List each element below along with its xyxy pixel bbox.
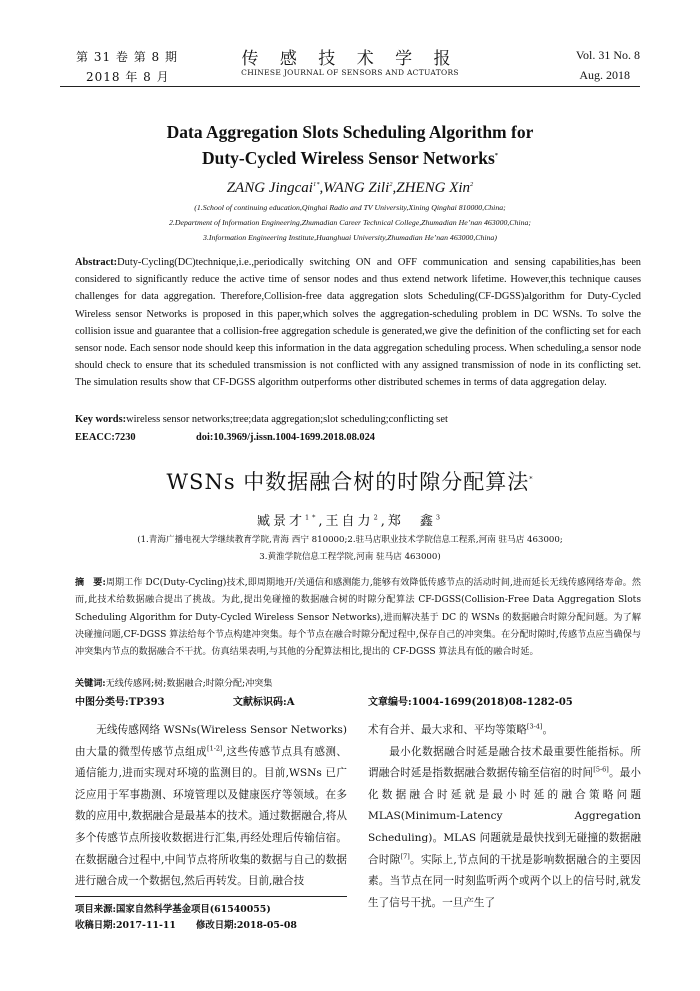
- english-title-line2: [0, 145, 700, 171]
- english-abstract: [75, 254, 641, 392]
- chinese-affiliations: [0, 532, 700, 566]
- author-3: ZHENG Xin: [396, 180, 471, 196]
- document-code: 文献标识码:A: [233, 697, 295, 708]
- cn-author-2-sup: 2: [373, 513, 381, 522]
- keywords-text: wireless sensor networks;tree;data aggregation;slot scheduling;conflicting set: [126, 414, 448, 425]
- abstract-label: Abstract:: [75, 257, 118, 268]
- author-2-sup: 2: [389, 181, 393, 188]
- cn-abstract-text: 周期工作 DC(Duty-Cycling)技术,即周期地开/关通信和感测能力,能够有效降低传感节点的活动时间,进而延长无线传感网络寿命。然而,此技术给数据融合提出了挑战。为此,提出免碰撞的数据融合树的时隙分配算法 CF-DGSS(Collision-Free Data Aggregation Slots Scheduling Algorithm for Duty-Cycled Wireless Sensor Networks),进而解决基于 DC 的 WSNs 的数据融合时隙分配问题。为了解决碰撞问题,CF-DGSS 算法给每个节点构建冲突集。每个节点在融合时隙分配过程中,保存自己的冲突集。在分配时隙时,传感节点应当确保与冲突集内节点的数据融合不干扰。仿真结果表明,与其他的分配算法相比,提出的 CF-DGSS 算法具有低的融合时延。: [75, 578, 641, 658]
- body-text: 。实际上,节点间的干扰是影响数据融合的主要因素。当节点在同一时刻监听两个或两个以上的信号时,就发生了信号干扰。一旦产生了: [368, 853, 642, 909]
- cn-keywords-label: 关键词:: [75, 678, 106, 689]
- body-right-column: [368, 720, 641, 914]
- cn-date: 2018 年 8 月: [86, 70, 170, 84]
- body-paragraph: [368, 720, 641, 742]
- body-paragraph: [75, 720, 347, 893]
- affiliation-3: 3.Information Engineering Institute,Huanghuai University,Zhumadian He’nan 463000,China): [203, 233, 497, 242]
- journal-title-cn: 传 感 技 术 学 报: [241, 49, 459, 69]
- en-date: Aug. 2018: [579, 68, 630, 82]
- clc-number: 中图分类号:TP393: [75, 697, 165, 708]
- footnote-rule: [75, 896, 347, 897]
- cn-abstract-label: 摘 要:: [75, 577, 106, 588]
- chinese-title: [0, 466, 700, 496]
- cn-affiliation-line2: 3.黄淮学院信息工程学院,河南 驻马店 463000): [259, 552, 441, 562]
- english-keywords: [75, 414, 641, 425]
- dates-note: [75, 917, 297, 931]
- body-paragraph: [368, 742, 641, 915]
- body-text: 术有合并、最大求和、平均等策略: [368, 724, 527, 736]
- english-title: [0, 119, 700, 171]
- chinese-keywords: [75, 676, 641, 689]
- english-title-line2-text: Duty-Cycled Wireless Sensor Networks: [201, 148, 495, 168]
- revised-date: 修改日期:2018-05-08: [195, 920, 297, 931]
- keywords-label: Key words:: [75, 414, 127, 425]
- author-2: WANG Zili: [323, 180, 390, 196]
- abstract-text: Duty-Cycling(DC)technique,i.e.,periodically switching ON and OFF communication and sensing capabilities,has been considered to significantly reduce the active time of sensor nodes and thus extend network lifetime. However,this technique causes challenges for data aggregation. Therefore,Collision-free data aggregation slots Scheduling(CF-DGSS)algorithm for Duty-Cycled Wireless sensor Networks is proposed in this paper,which solves the aggregation-scheduling problem in DC WSNs. To solve the collision issue and guarantee that a collision-free aggregation schedule is generated,we give the definition of the conflicting set for each sensor node. Each sensor node should keep this information in the data aggregation scheduling process. When scheduling,a sensor node should check to ensure that its scheduled transmission is not conflicted with any assigned transmission of node in its conflicting set. The simulation results show that CF-DGSS algorithm outperforms other distributed schemes in terms of data aggregation delay.: [75, 257, 641, 389]
- cn-author-2: 王自力: [325, 514, 374, 529]
- body-text: 。: [542, 724, 554, 736]
- header-rule: [60, 86, 640, 87]
- doi: doi:10.3969/j.issn.1004-1699.2018.08.024: [196, 432, 375, 443]
- en-volume-issue: Vol. 31 No. 8: [575, 48, 640, 62]
- cn-author-1: 臧景才: [257, 514, 306, 529]
- citation: [1-2]: [207, 744, 223, 753]
- chinese-title-text: WSNs 中数据融合树的时隙分配算法: [166, 470, 530, 494]
- body-text: 无线传感网络 WSNs(Wireless Sensor Networks)由大量的微型传感节点组成: [75, 724, 347, 758]
- english-authors: ZANG Jingcai$^{1*}$,WANG Zili$^2$,ZHENG Xin$^2$: [226, 180, 474, 196]
- cn-author-3-sup: 3: [435, 513, 443, 522]
- citation: [7]: [400, 852, 410, 861]
- english-title-line1: Data Aggregation Slots Scheduling Algorithm for: [166, 122, 534, 142]
- citation: [5-6]: [593, 765, 609, 774]
- eeacc-code: EEACC:7230: [75, 432, 136, 443]
- journal-title-en: CHINESE JOURNAL OF SENSORS AND ACTUATORS: [241, 68, 459, 77]
- funding-note: 项目来源:国家自然科学基金项目(61540055): [75, 904, 271, 915]
- chinese-title-mark: *: [529, 475, 534, 483]
- affiliation-2: 2.Department of Information Engineering,Zhumadian Career Technical College,Zhumadian He’nan 463000,China;: [169, 218, 531, 227]
- author-3-sup: 2: [470, 181, 474, 188]
- body-text: 最小化数据融合时延是融合技术最重要性能指标。所谓融合时延是指数据融合数据传输至信宿的时间: [368, 745, 641, 780]
- chinese-authors: 臧景才$^{1*}$,王自力$^2$,郑 鑫$^3$: [257, 513, 443, 529]
- cn-author-3: 郑 鑫: [387, 514, 436, 529]
- citation: [3-4]: [526, 722, 543, 731]
- article-number: 文章编号:1004-1699(2018)08-1282-05: [368, 697, 573, 708]
- affiliation-1: (1.School of continuing education,Qinghai Radio and TV University,Xining Qinghai 810000,China;: [194, 203, 506, 212]
- cn-keywords-text: 无线传感网;树;数据融合;时隙分配;冲突集: [105, 679, 273, 689]
- author-1-sup: 1*: [312, 181, 320, 188]
- author-1: ZANG Jingcai: [226, 180, 313, 196]
- received-date: 收稿日期:2017-11-11: [75, 920, 176, 931]
- title-footnote-mark: *: [494, 152, 499, 160]
- english-affiliations: [0, 200, 700, 245]
- cn-affiliation-line1: (1.青海广播电视大学继续教育学院,青海 西宁 810000;2.驻马店职业技术学院信息工程系,河南 驻马店 463000;: [137, 535, 563, 545]
- chinese-abstract: [75, 574, 641, 661]
- body-text: 。最小化数据融合时延就是最小时延的融合策略问题 MLAS(Minimum-Latency Aggregation Scheduling)。MLAS 问题就是最快找到无碰撞的数据融合时隙: [368, 767, 642, 866]
- cn-author-1-sup: 1*: [305, 513, 319, 522]
- body-text: ,这些传感节点具有感测、通信能力,进而实现对环境的监测目的。目前,WSNs 已广泛应用于军事勘测、环境管理以及健康医疗等领域。在多数的应用中,数据融合是最基本的技术。通过数据融合,将从多个传感节点所接收数据进行汇集,再经处理后传输信宿。在数据融合过程中,中间节点将所收集的数据与自己的数据进行融合成一个数据包,然后再转发。目前,融合技: [75, 745, 347, 888]
- cn-volume-issue: 第 31 卷 第 8 期: [76, 50, 178, 64]
- body-left-column: [75, 720, 347, 893]
